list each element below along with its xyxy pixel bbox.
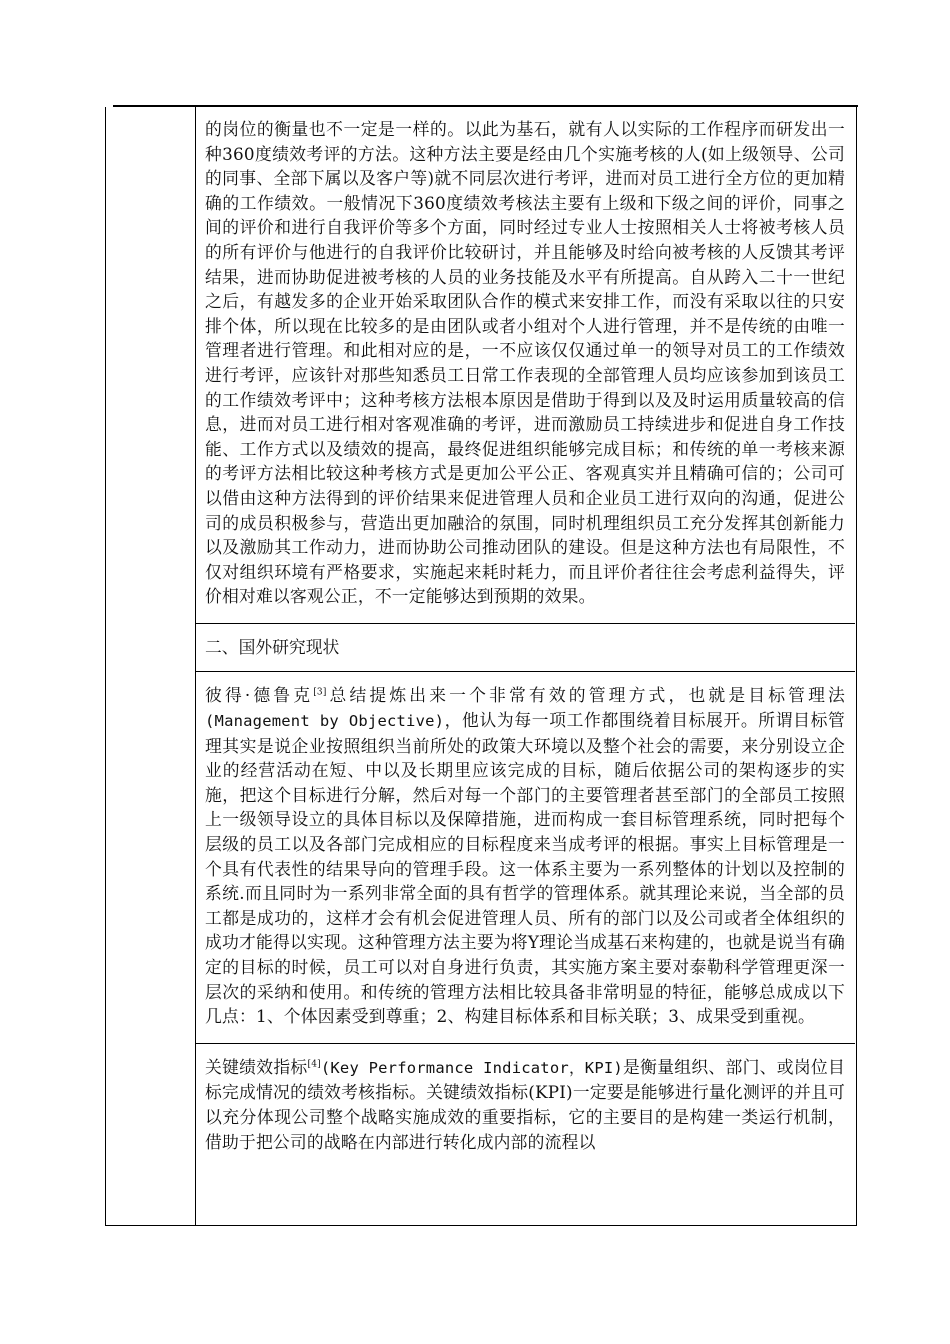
row-separator [195,1043,855,1044]
drucker-name: 彼得·德鲁克 [205,685,314,706]
citation-4: [4] [307,1059,321,1070]
content-cell [205,117,845,1154]
mbo-english-term: (Management by Objective) [205,712,445,731]
row-separator [195,623,855,624]
section-heading: 二、国外研究现状 [205,636,340,657]
paragraph-mbo [205,683,845,1028]
kpi-lead: 关键绩效指标 [205,1056,308,1077]
citation-3: [3] [313,687,327,698]
row-separator [195,671,855,672]
paragraph-360-degree: 的岗位的衡量也不一定是一样的。以此为基石，就有人以实际的工作程序而研发出一种360度绩效考评的方法。这种方法主要是经由几个实施考核的人(如上级领导、公司的同事、全部下属以及客户等)就不同层次进行考评，进而对员工进行全方位的更加精确的工作绩效。一般情况下360度绩效考核法主要有上级和下级之间的评价，同事之间的评价和进行自我评价等多个方面，同时经过专业人士按照相关人士将被考核人员的所有评价与他进行的自我评价比较研讨，并且能够及时给向被考核的人反馈其考评结果，进而协助促进被考核的人员的业务技能及水平有所提高。自从跨入二十一世纪之后，有越发多的企业开始采取团队合作的模式来安排工作，而没有采取以往的只安排个体，所以现在比较多的是由团队或者小组对个人进行管理，并不是传统的由唯一管理者进行管理。和此相对应的是，一不应该仅仅通过单一的领导对员工的工作绩效进行考评，应该针对那些知悉员工日常工作表现的全部管理人员均应该参加到该员工的工作绩效考评中；这种考核方法根本原因是借助于得到以及及时运用质量较高的信息，进而对员工进行相对客观准确的考评，进而激励员工持续进步和促进自身工作技能、工作方式以及绩效的提高，最终促进组织能够完成目标；和传统的单一考核来源的考评方法相比较这种考核方式是更加公平公正、客观真实并且精确可信的；公司可以借由这种方法得到的评价结果来促进管理人员和企业员工进行双向的沟通，促进公司的成员积极参与，营造出更加融洽的氛围，同时机理组织员工充分发挥其创新能力以及激励其工作动力，进而协助公司推动团队的建设。但是这种方法也有局限性，不仅对组织环境有严格要求，实施起来耗时耗力，而且评价者往往会考虑利益得失，评价相对难以客观公正，不一定能够达到预期的效果。 [205,119,845,607]
kpi-english-term: (Key Performance Indicator，KPI) [320,1058,623,1077]
mbo-text-a: 总结提炼出来一个非常有效的管理方式，也就是目标管理法 [326,685,845,706]
column-divider [195,107,196,1225]
paragraph-kpi [205,1055,845,1154]
mbo-text-b: ，他认为每一项工作都围绕着目标展开。所谓目标管理其实是说企业按照组织当前所处的政策大环境以及整个社会的需要，来分别设立企业的经营活动在短、中以及长期里应该完成的目标，随后依据公司的架构逐步的实施，把这个目标进行分解，然后对每一个部门的主要管理者甚至部门的全部员工按照上一级领导设立的具体目标以及保障措施，进而构成一套目标管理系统，同时把每个层级的员工以及各部门完成相应的目标程度来当成考评的根据。事实上目标管理是一个具有代表性的结果导向的管理手段。这一体系主要为一系列整体的计划以及控制的系统.而且同时为一系列非常全面的具有哲学的管理体系。就其理论来说，当全部的员工都是成功的，这样才会有机会促进管理人员、所有的部门以及公司或者全体组织的成功才能得以实现。这种管理方法主要为将Y理论当成基石来构建的，也就是说当有确定的目标的时候，员工可以对自身进行负责，其实施方案主要对泰勒科学管理更深一层次的采纳和使用。和传统的管理方法相比较具备非常明显的特征，能够总成成以下几点：1、个体因素受到尊重；2、构建目标体系和目标关联；3、成果受到重视。 [205,710,845,1027]
kpi-text: 是衡量组织、部门、或岗位目标完成情况的绩效考核指标。关键绩效指标(KPI)一定要是能够进行量化测评的并且可以充分体现公司整个战略实施成效的重要指标，它的主要目的是构建一类运行机制，借助于把公司的战略在内部进行转化成内部的流程以 [205,1056,845,1152]
